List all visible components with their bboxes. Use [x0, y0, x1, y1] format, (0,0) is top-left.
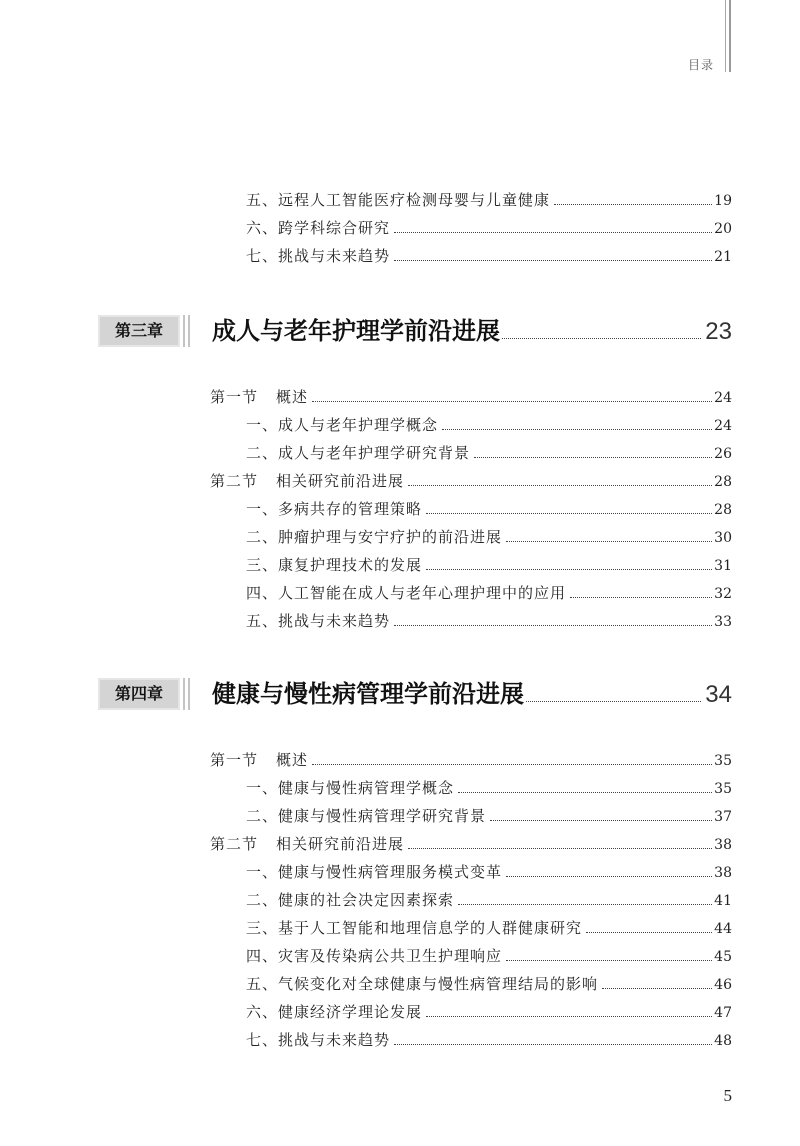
toc-entry-title: 五、挑战与未来趋势	[246, 612, 391, 630]
toc-entry	[246, 495, 732, 523]
toc-entry-page: 35	[714, 753, 732, 769]
toc-entry-page: 38	[714, 865, 732, 881]
chapter-heading	[212, 678, 732, 710]
toc-section-title: 概述	[276, 388, 309, 406]
toc-section-number: 第一节	[210, 751, 259, 769]
chapter-heading	[212, 315, 732, 347]
toc-entry-page: 45	[714, 949, 732, 965]
dot-leader	[458, 904, 712, 905]
toc-entry-title: 三、康复护理技术的发展	[246, 556, 423, 574]
toc-entry-page: 24	[714, 390, 732, 406]
toc-entry	[246, 998, 732, 1026]
toc-entry-page: 38	[714, 837, 732, 853]
dot-leader	[526, 701, 701, 702]
chapter4-entries	[0, 746, 800, 1054]
toc-entry-title: 二、健康与慢性病管理学研究背景	[246, 807, 487, 825]
chapter3-entries	[0, 383, 800, 635]
dot-leader	[394, 232, 712, 233]
chapter-badge: 第四章	[98, 678, 180, 710]
toc-entry	[246, 214, 732, 242]
toc-entry-title: 七、挑战与未来趋势	[246, 1031, 391, 1049]
toc-entry-page: 24	[714, 418, 732, 434]
toc-entry-title: 四、灾害及传染病公共卫生护理响应	[246, 947, 503, 965]
dot-leader	[312, 401, 712, 402]
toc-entry	[246, 411, 732, 439]
dot-leader	[602, 988, 712, 989]
toc-entry-page: 47	[714, 1005, 732, 1021]
dot-leader	[506, 541, 712, 542]
toc-entry-title: 七、挑战与未来趋势	[246, 247, 391, 265]
dot-leader	[570, 597, 712, 598]
toc-entry-title: 一、健康与慢性病管理学概念	[246, 779, 455, 797]
chapter-page: 34	[705, 681, 732, 708]
toc-section-number: 第二节	[210, 472, 259, 490]
toc-entry-title: 五、气候变化对全球健康与慢性病管理结局的影响	[246, 975, 599, 993]
toc-entry-page: 28	[714, 474, 732, 490]
toc-entry	[246, 242, 732, 270]
chapter-page: 23	[705, 318, 732, 345]
toc-entry-title: 一、多病共存的管理策略	[246, 500, 423, 518]
toc-entry	[246, 607, 732, 635]
header-rule-thin	[725, 0, 726, 72]
toc-section-entry	[210, 467, 732, 495]
toc-entry-title: 五、远程人工智能医疗检测母婴与儿童健康	[246, 191, 551, 209]
dot-leader	[502, 338, 701, 339]
dot-leader	[506, 876, 712, 877]
toc-entry	[246, 523, 732, 551]
toc-entry-page: 44	[714, 921, 732, 937]
toc-entry	[246, 942, 732, 970]
toc-entry	[246, 914, 732, 942]
toc-entry	[246, 970, 732, 998]
toc-entry-title: 一、成人与老年护理学概念	[246, 416, 439, 434]
toc-entry-page: 30	[714, 530, 732, 546]
dot-leader	[312, 764, 712, 765]
chapter-title: 成人与老年护理学前沿进展	[212, 317, 500, 345]
dot-leader	[426, 1016, 712, 1017]
toc-entry-page: 46	[714, 977, 732, 993]
toc-section-title: 相关研究前沿进展	[276, 472, 405, 490]
toc-section-number: 第二节	[210, 835, 259, 853]
toc-entry-page: 35	[714, 781, 732, 797]
toc-entry-page: 31	[714, 558, 732, 574]
toc-entry-page: 19	[714, 193, 732, 209]
chapter-badge-bars	[183, 315, 190, 347]
toc-entry-title: 六、健康经济学理论发展	[246, 1003, 423, 1021]
toc-section-entry	[210, 746, 732, 774]
toc-entry	[246, 1026, 732, 1054]
toc-entry-page: 32	[714, 586, 732, 602]
toc-entry	[246, 186, 732, 214]
toc-entry-page: 21	[714, 249, 732, 265]
dot-leader	[506, 960, 712, 961]
toc-entry	[246, 886, 732, 914]
toc-section-number: 第一节	[210, 388, 259, 406]
toc-entry-page: 26	[714, 446, 732, 462]
toc-entry-title: 二、健康的社会决定因素探索	[246, 891, 455, 909]
toc-entry-page: 48	[714, 1033, 732, 1049]
dot-leader	[394, 1044, 712, 1045]
chapter-badge: 第三章	[98, 315, 180, 347]
toc-continued-list	[0, 186, 800, 270]
dot-leader	[490, 820, 712, 821]
toc-entry-page: 20	[714, 221, 732, 237]
toc-entry	[246, 774, 732, 802]
chapter-title: 健康与慢性病管理学前沿进展	[212, 680, 524, 708]
dot-leader	[394, 260, 712, 261]
toc-entry-title: 三、基于人工智能和地理信息学的人群健康研究	[246, 919, 583, 937]
toc-section-title: 概述	[276, 751, 309, 769]
dot-leader	[426, 569, 712, 570]
toc-entry	[246, 439, 732, 467]
toc-entry	[246, 551, 732, 579]
toc-entry-title: 二、成人与老年护理学研究背景	[246, 444, 471, 462]
dot-leader	[426, 513, 712, 514]
toc-entry	[246, 802, 732, 830]
toc-section-title: 相关研究前沿进展	[276, 835, 405, 853]
toc-entry	[246, 579, 732, 607]
toc-entry-page: 41	[714, 893, 732, 909]
dot-leader	[458, 792, 712, 793]
page-number: 5	[723, 1086, 732, 1105]
running-title: 目录	[688, 58, 715, 72]
header-rule-thick	[729, 0, 731, 72]
dot-leader	[474, 457, 712, 458]
dot-leader	[442, 429, 712, 430]
toc-entry-title: 四、人工智能在成人与老年心理护理中的应用	[246, 584, 567, 602]
toc-entry-page: 28	[714, 502, 732, 518]
toc-entry-title: 二、肿瘤护理与安宁疗护的前沿进展	[246, 528, 503, 546]
toc-section-entry	[210, 830, 732, 858]
toc-entry-title: 一、健康与慢性病管理服务模式变革	[246, 863, 503, 881]
dot-leader	[408, 848, 712, 849]
toc-entry	[246, 858, 732, 886]
toc-entry-page: 37	[714, 809, 732, 825]
dot-leader	[394, 625, 712, 626]
toc-section-entry	[210, 383, 732, 411]
toc-entry-title: 六、跨学科综合研究	[246, 219, 391, 237]
chapter-badge-bars	[183, 678, 190, 710]
toc-entry-page: 33	[714, 614, 732, 630]
dot-leader	[554, 204, 712, 205]
dot-leader	[586, 932, 712, 933]
dot-leader	[408, 485, 712, 486]
